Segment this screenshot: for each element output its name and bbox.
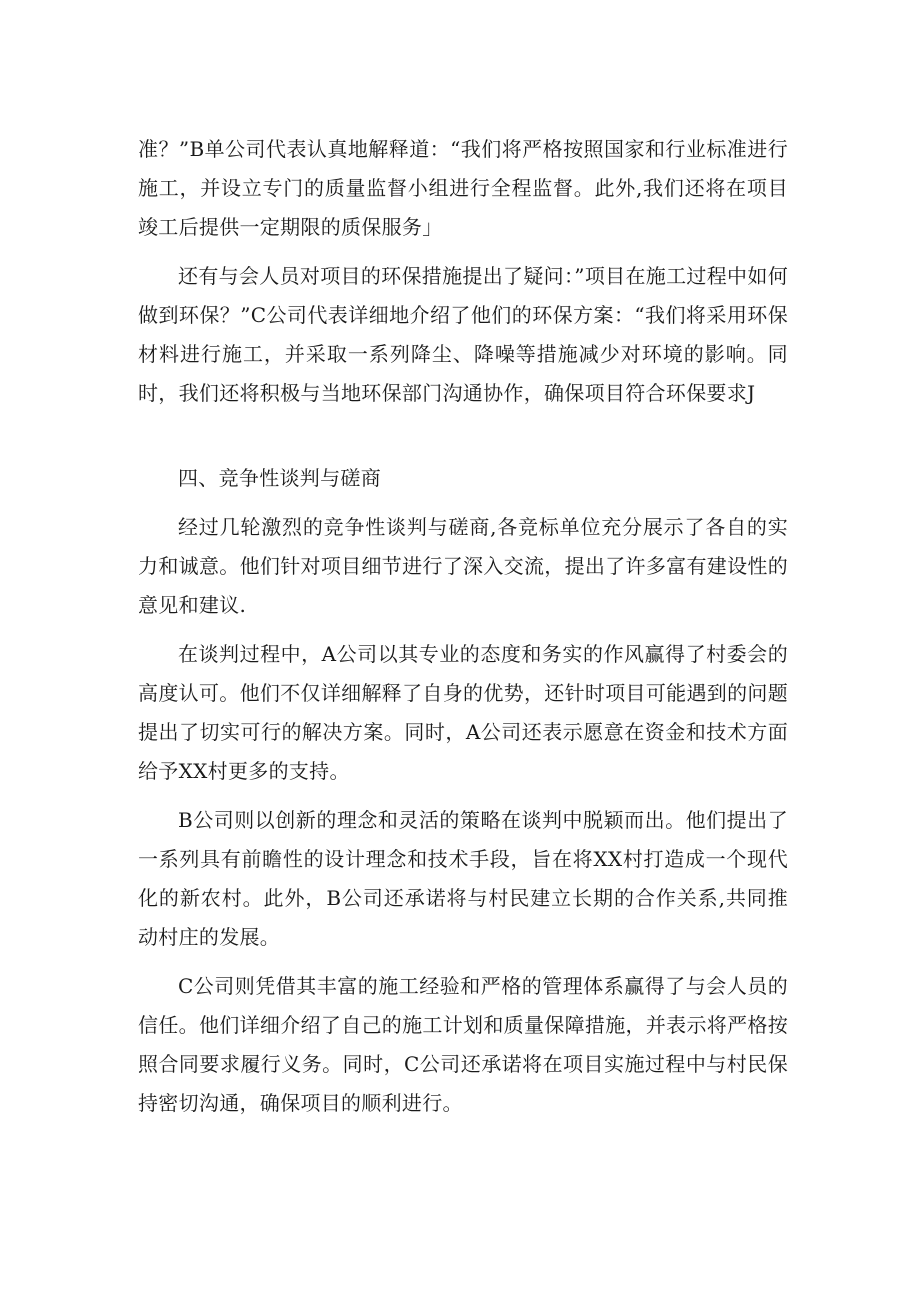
paragraph-5: B公司则以创新的理念和灵活的策略在谈判中脱颖而出。他们提出了一系列具有前瞻性的设计理念和技术手段，旨在将XX村打造成一个现代化的新农村。此外，B公司还承诺将与村民建立长期的合作关系,共同推动村庄的发展。 — [138, 808, 788, 949]
paragraph-3: 经过几轮激烈的竞争性谈判与磋商,各竞标单位充分展示了各自的实力和诚意。他们针对项目细节进行了深入交流，提出了许多富有建设性的意见和建议. — [138, 515, 788, 617]
section-heading: 四、竞争性谈判与磋商 — [178, 466, 381, 490]
document-page — [138, 130, 788, 1123]
paragraph-6: C公司则凭借其丰富的施工经验和严格的管理体系赢得了与会人员的信任。他们详细介绍了自己的施工计划和质量保障措施，并表示将严格按照合同要求履行义务。同时，C公司还承诺将在项目实施过程中与村民保持密切沟通，确保项目的顺利进行。 — [138, 974, 788, 1115]
paragraph-2: 还有与会人员对项目的环保措施提出了疑问：”项目在施工过程中如何做到环保？”C公司代表详细地介绍了他们的环保方案：“我们将采用环保材料进行施工，并采取一系列降尘、降噪等措施减少对环境的影响。同时，我们还将积极与当地环保部门沟通协作，确保项目符合环保要求J — [138, 264, 788, 405]
paragraph-4: 在谈判过程中，A公司以其专业的态度和务实的作风赢得了村委会的高度认可。他们不仅详细解释了自身的优势，还针时项目可能遇到的问题提出了切实可行的解决方案。同时，A公司还表示愿意在资金和技术方面给予XX村更多的支持。 — [138, 642, 788, 783]
paragraph-1: 准？”B单公司代表认真地解释道：“我们将严格按照国家和行业标准进行施工，并设立专门的质量监督小组进行全程监督。此外,我们还将在项目竣工后提供一定期限的质保服务」 — [138, 137, 788, 239]
